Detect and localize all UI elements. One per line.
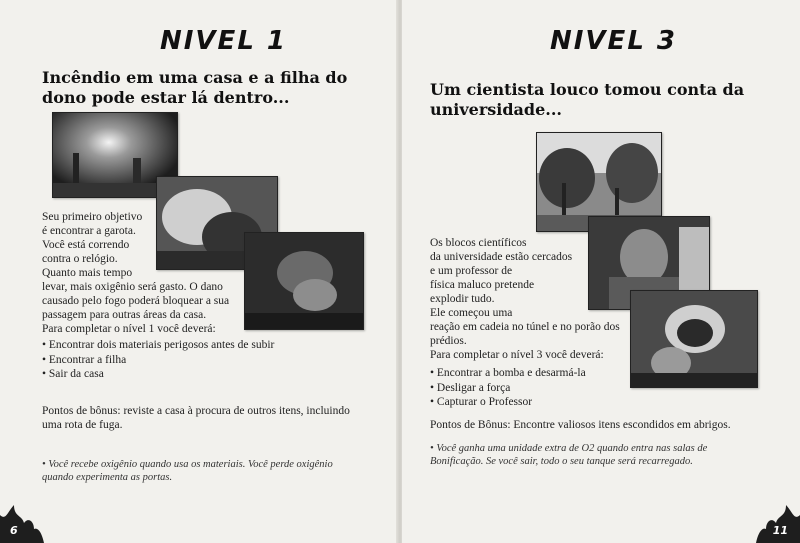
flame-corner-icon [756,503,800,543]
level-title: NIVEL 1 [160,26,288,56]
objective-item: • Encontrar a filha [42,353,362,368]
body-line: Ele começou uma [430,307,513,319]
tip-note [430,442,760,468]
objective-item: • Encontrar a bomba e desarmá-la [430,366,630,381]
body-line: é encontrar a garota. [42,225,136,237]
body-line: levar, mais oxigênio será gasto. O dano [42,281,223,293]
tip-note-text: Você ganha uma unidade extra de O2 quando entra nas salas de Bonificação. Se você sair, todo o seu tanque será recarregado. [430,443,708,467]
left-page [0,0,398,543]
body-line: da universidade estão cercados [430,251,573,263]
body-line: e um professor de [430,265,513,277]
right-page [402,0,800,543]
body-line: física maluco pretende [430,279,535,291]
flame-corner-icon [0,503,44,543]
objective-item: • Desligar a força [430,381,630,396]
objective-item: • Sair da casa [42,367,362,382]
body-line: prédios. [430,335,467,347]
objective-item: • Capturar o Professor [430,395,630,410]
bullet-icon: • [42,459,49,470]
body-line: Para completar o nível 3 você deverá: [430,349,604,361]
page-number: 11 [772,524,788,537]
body-line: contra o relógio. [42,253,118,265]
objective-list [42,338,362,382]
headline: Incêndio em uma casa e a filha do dono pode estar lá dentro... [42,68,348,107]
bonus-text: Pontos de Bônus: Encontre valiosos itens escondidos em abrigos. [430,419,731,431]
body-line: explodir tudo. [430,293,495,305]
objective-list [430,366,630,410]
objective-item: • Encontrar dois materiais perigosos antes de subir [42,338,362,353]
bonus-text: Pontos de bônus: reviste a casa à procura de outros itens, incluindo uma rota de fuga. [42,405,350,431]
body-line: reação em cadeia no túnel e no porão dos [430,321,620,333]
body-line: passagem para outras áreas da casa. [42,309,207,321]
body-text [430,236,750,362]
page-number: 6 [10,524,18,537]
body-line: Seu primeiro objetivo [42,211,143,223]
body-line: Para completar o nível 1 você deverá: [42,323,216,335]
headline: Um cientista louco tomou conta da universidade... [430,80,745,119]
level-title: NIVEL 3 [550,26,678,56]
body-line: Você está correndo [42,239,130,251]
tip-note-text: Você recebe oxigênio quando usa os materiais. Você perde oxigênio quando experimenta as portas. [42,459,333,483]
body-line: Quanto mais tempo [42,267,133,279]
body-line: Os blocos científicos [430,237,527,249]
body-text [42,210,372,336]
body-line: causado pelo fogo poderá bloquear a sua [42,295,230,307]
tip-note [42,458,362,484]
bullet-icon: • [430,443,437,454]
